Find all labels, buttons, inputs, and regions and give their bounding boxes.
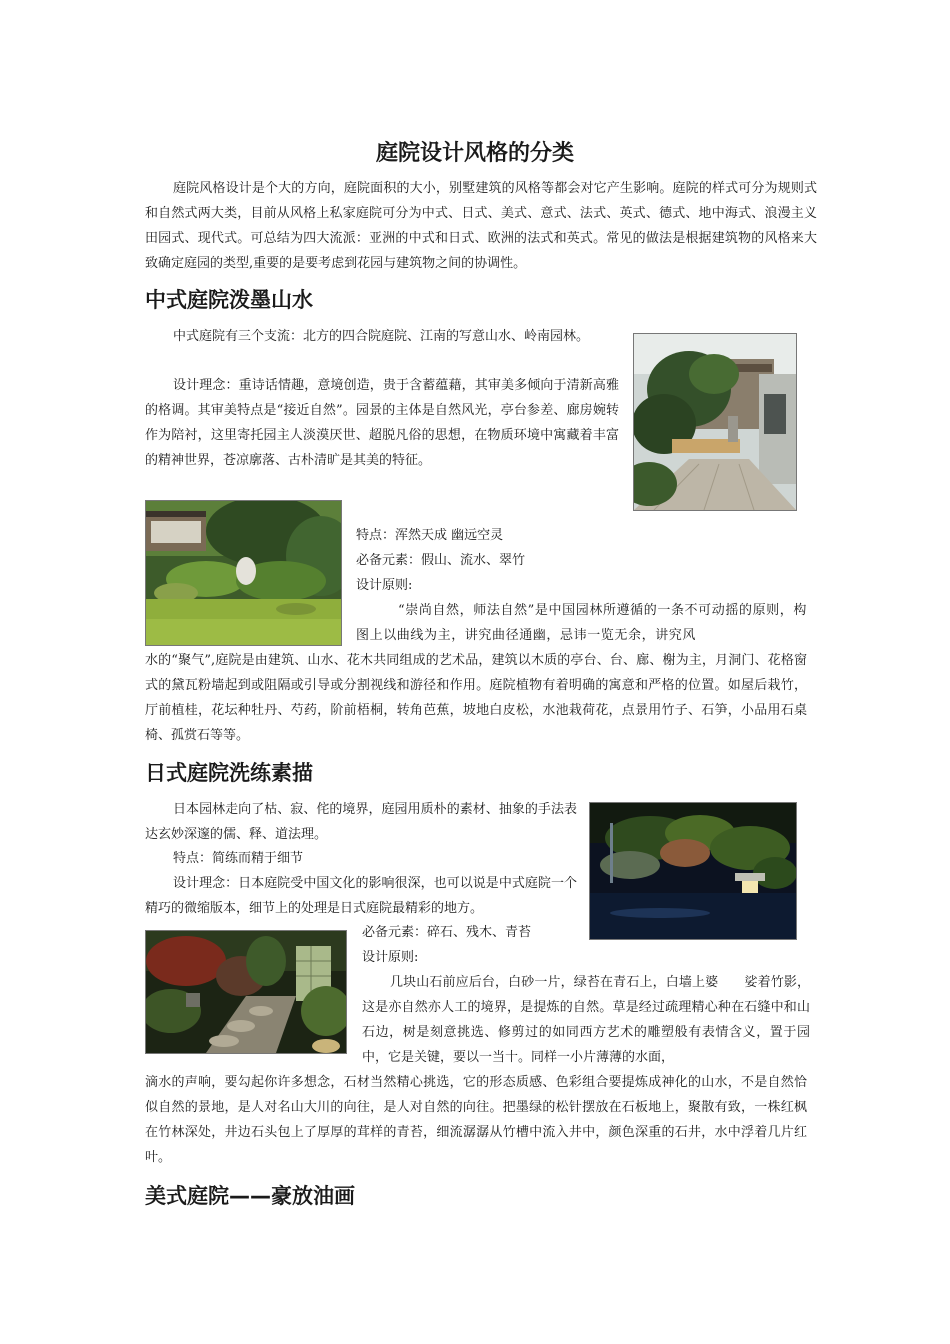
- page-title: 庭院设计风格的分类: [375, 141, 574, 166]
- japanese-concept-paragraph: 设计理念：日本庭院受中国文化的影响很深，也可以说是中式庭院一个精巧的微缩版本，细节上的处理是日式庭院最精彩的地方。: [145, 876, 577, 916]
- section-heading-chinese: 中式庭院泼墨山水: [145, 288, 313, 312]
- chinese-concept-paragraph: 设计理念：重诗话情趣，意境创造，贵于含蓄蕴藉，其审美多倾向于清新高雅的格调。其审美特点是“接近自然”。园景的主体是自然风光，亭台参差、廊房婉转作为陪衬，这里寄托园主人淡漠厌世、超脱凡俗的思想，在物质环境中寓藏着丰富的精神世界，苍凉廓落、古朴清旷是其美的特征。: [145, 378, 619, 468]
- japanese-elements-text: 必备元素：碎石、残木、青苔: [362, 925, 532, 940]
- section-heading-american: 美式庭院——豪放油画: [145, 1184, 355, 1208]
- chinese-principle-continued: 水的“聚气”,庭院是由建筑、山水、花木共同组成的艺术品，建筑以木质的亭台、台、廊、榭为主，月洞门、花格窗式的黛瓦粉墙起到或阻隔或引导或分割视线和游径和作用。庭院植物有着明确的寓意和严格的位置。如屋后栽竹，厅前植桂，花坛种牡丹、芍药，阶前梧桐，转角芭蕉，坡地白皮松，水池栽荷花，点景用竹子、石笋，小品用石桌椅、孤赏石等等。: [145, 653, 807, 743]
- chinese-features-text: 特点：浑然天成 幽远空灵: [356, 528, 504, 543]
- chinese-intro-paragraph: 中式庭院有三个支流：北方的四合院庭院、江南的写意山水、岭南园林。: [173, 329, 590, 344]
- courtyard-photo: [633, 333, 797, 511]
- pond-garden-photo: [145, 500, 342, 646]
- chinese-elements-text: 必备元素：假山、流水、翠竹: [356, 553, 526, 568]
- japanese-principle-text: 几块山石前应后台，白砂一片，绿苔在青石上，白墙上婆 娑着竹影，这是亦自然亦人工的境界，是提炼的自然。草是经过疏理精心种在石缝中和山石边，树是刻意挑选、修剪过的如同西方艺术的雕塑般有表情含义，置于园中，它是关键，要以一当十。同样一小片薄薄的水面，: [362, 975, 810, 1065]
- section-heading-japanese: 日式庭院洗练素描: [145, 761, 313, 785]
- japanese-principle-continued: 滴水的声响，要勾起你许多想念，石材当然精心挑选，它的形态质感、色彩组合要提炼成神化的山水，不是自然恰似自然的景地，是人对名山大川的向往，是人对自然的向往。把墨绿的松针摆放在石板地上，聚散有致，一株红枫在竹林深处，井边石头包上了厚厚的茸样的青苔，细流潺潺从竹槽中流入井中，颜色深重的石井，水中浮着几片红叶。: [145, 1075, 807, 1165]
- path-garden-photo: [145, 930, 347, 1054]
- intro-paragraph: 庭院风格设计是个大的方向，庭院面积的大小，别墅建筑的风格等都会对它产生影响。庭院的样式可分为规则式和自然式两大类，目前从风格上私家庭院可分为中式、日式、美式、意式、法式、英式、德式、地中海式、浪漫主义田园式、现代式。可总结为四大流派：亚洲的中式和日式、欧洲的法式和英式。常见的做法是根据建筑物的风格来大致确定庭园的类型,重要的是要考虑到花园与建筑物之间的协调性。: [145, 181, 817, 271]
- chinese-principle-label: 设计原则:: [356, 578, 413, 593]
- chinese-principle-text: “崇尚自然，师法自然”是中国园林所遵循的一条不可动摇的原则，构图上以曲线为主，讲究曲径通幽，忌讳一览无余，讲究风: [356, 603, 807, 643]
- japanese-principle-label: 设计原则:: [362, 950, 419, 965]
- japanese-intro-paragraph: 日本园林走向了枯、寂、侘的境界，庭园用质朴的素材、抽象的手法表达玄妙深邃的儒、释、道法理。: [145, 802, 577, 842]
- night-garden-photo: [589, 802, 797, 940]
- japanese-features-text: 特点：简练而精于细节: [173, 851, 304, 866]
